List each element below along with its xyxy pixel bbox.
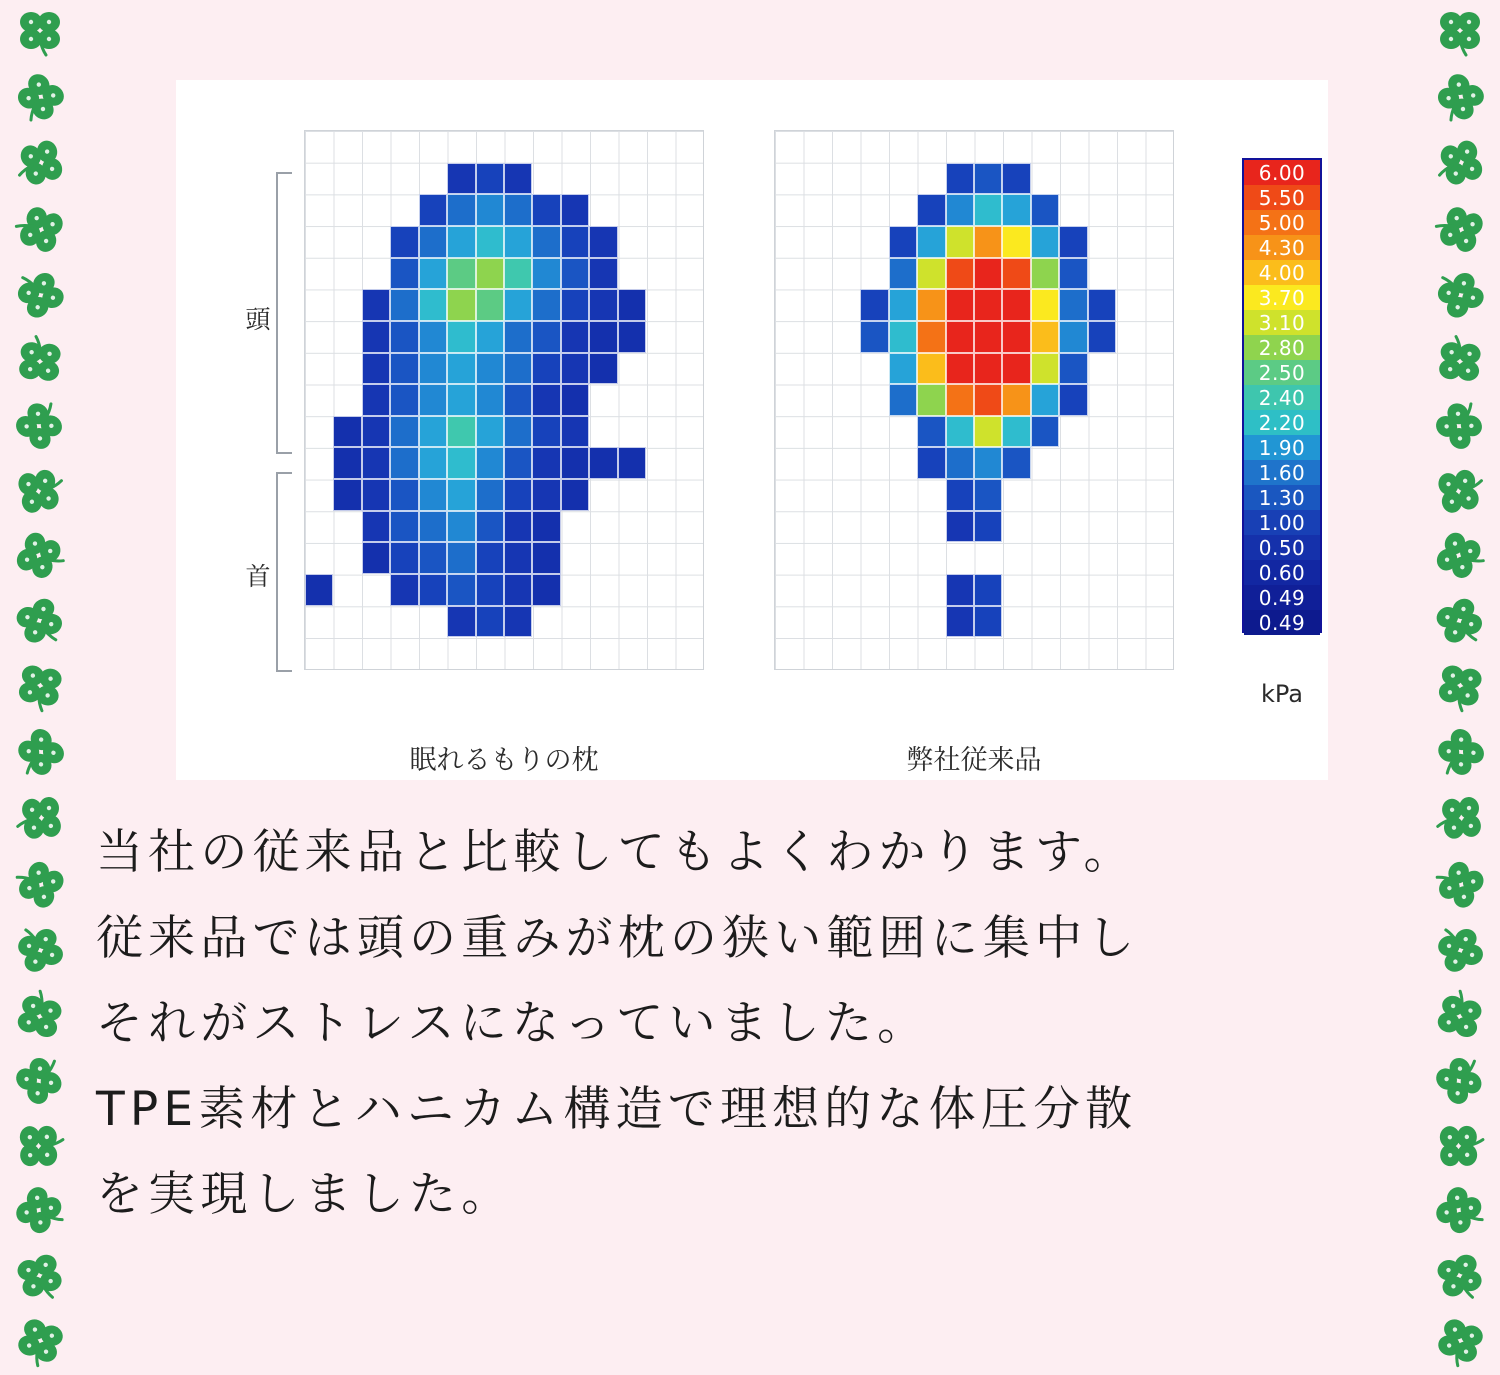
clover-icon: [1427, 1309, 1494, 1375]
colorbar-scale: [1242, 158, 1322, 633]
heatmap-cell: [419, 258, 447, 290]
heatmap-cell: [860, 289, 888, 321]
heatmap-cell: [561, 447, 589, 479]
heatmap-cell: [447, 163, 475, 195]
heatmap-cell: [1002, 321, 1030, 353]
heatmap-cell: [946, 226, 974, 258]
head-axis-label: 頭: [245, 305, 271, 334]
heatmap-cell: [589, 321, 617, 353]
clover-icon: [4, 1044, 77, 1117]
colorbar-tick: 2.50: [1244, 360, 1320, 385]
pressure-map-card: [176, 80, 1328, 780]
heatmap-cell: [917, 226, 945, 258]
clover-icon: [3, 388, 76, 461]
clover-icon: [1430, 657, 1490, 717]
heatmap-cell: [589, 289, 617, 321]
heatmap-cell: [362, 384, 390, 416]
heatmap-cell: [889, 321, 917, 353]
heatmap-cell: [889, 289, 917, 321]
clover-icon: [6, 195, 73, 262]
heatmap-cell: [917, 321, 945, 353]
clover-icon: [1424, 258, 1496, 330]
heatmap-cell: [561, 321, 589, 353]
heatmap-cell: [917, 447, 945, 479]
heatmap-cell: [974, 574, 1002, 606]
description-line: TPE素材とハニカム構造で理想的な体圧分散: [96, 1081, 1138, 1137]
description-line: を実現しました。: [96, 1167, 514, 1223]
heatmap-cell: [946, 606, 974, 638]
heatmap-cell: [1031, 258, 1059, 290]
clover-icon: [4, 61, 77, 134]
colorbar-legend: [1242, 158, 1332, 718]
heatmap-panels: [242, 130, 1306, 776]
heatmap-cell: [504, 226, 532, 258]
heatmap-cell: [532, 479, 560, 511]
clover-icon: [1425, 587, 1495, 657]
clover-icon: [5, 587, 75, 657]
clover-icon: [1431, 789, 1488, 846]
heatmap-cell: [1002, 447, 1030, 479]
heatmap-cell: [362, 479, 390, 511]
heatmap-cell: [476, 321, 504, 353]
caption-new: 眠れるもりの枕: [409, 745, 599, 776]
heatmap-cell: [946, 194, 974, 226]
heatmap-cell: [447, 194, 475, 226]
heatmap-cell: [447, 321, 475, 353]
heatmap-cell: [390, 447, 418, 479]
heatmap-cell: [447, 542, 475, 574]
colorbar-tick: 1.60: [1244, 460, 1320, 485]
heatmap-cell: [419, 289, 447, 321]
heatmap-cell: [305, 574, 333, 606]
heatmap-cell: [1031, 194, 1059, 226]
heatmap-cell: [476, 447, 504, 479]
heatmap-cell: [419, 542, 447, 574]
clover-icon: [4, 1175, 77, 1248]
clover-icon: [1426, 915, 1494, 983]
heatmap-cell: [390, 511, 418, 543]
heatmap-cell: [974, 353, 1002, 385]
colorbar-tick: 2.40: [1244, 385, 1320, 410]
heatmap-cell: [946, 353, 974, 385]
heatmap-cell: [447, 384, 475, 416]
heatmap-cell: [390, 574, 418, 606]
heatmap-cell: [946, 163, 974, 195]
heatmap-cell: [1031, 289, 1059, 321]
heatmap-cell: [504, 416, 532, 448]
heatmap-cell: [476, 542, 504, 574]
clover-icon: [1425, 521, 1495, 591]
heatmap-cell: [390, 416, 418, 448]
neck-brace: [276, 472, 292, 672]
clover-icon: [6, 915, 74, 983]
heatmap-cell: [476, 479, 504, 511]
heatmap-cell: [504, 163, 532, 195]
heatmap-cell: [419, 416, 447, 448]
heatmap-cell: [946, 479, 974, 511]
colorbar-tick: 5.00: [1244, 210, 1320, 235]
clover-icon: [1428, 131, 1492, 195]
heatmap-cell: [532, 416, 560, 448]
colorbar-tick: 1.00: [1244, 510, 1320, 535]
colorbar-tick: 1.30: [1244, 485, 1320, 510]
heatmap-cell: [390, 384, 418, 416]
heatmap-cell: [419, 353, 447, 385]
colorbar-tick: 3.70: [1244, 285, 1320, 310]
heatmap-cell: [974, 447, 1002, 479]
heatmap-cell: [504, 321, 532, 353]
clover-icon: [4, 258, 76, 330]
description-text: [96, 810, 1416, 1238]
heatmap-cell: [974, 606, 1002, 638]
clover-icon: [14, 1119, 67, 1172]
heatmap-cell: [561, 416, 589, 448]
heatmap-cell: [532, 289, 560, 321]
heatmap-panel-conventional: [774, 130, 1174, 670]
heatmap-cell: [889, 353, 917, 385]
colorbar-tick: 5.50: [1244, 185, 1320, 210]
heatmap-cell: [1088, 289, 1116, 321]
colorbar-unit-label: kPa: [1261, 680, 1303, 708]
heatmap-cell: [618, 321, 646, 353]
clover-icon: [11, 789, 68, 846]
heatmap-cell: [946, 321, 974, 353]
heatmap-cell: [1031, 321, 1059, 353]
heatmap-cell: [589, 447, 617, 479]
clover-icon: [10, 657, 70, 717]
colorbar-tick: 0.49: [1244, 610, 1320, 635]
heatmap-cell: [390, 226, 418, 258]
clover-icon: [1424, 848, 1495, 919]
heatmap-cell: [1002, 194, 1030, 226]
heatmap-cell: [504, 542, 532, 574]
heatmap-cell: [917, 194, 945, 226]
heatmap-cell: [419, 384, 447, 416]
heatmap-cell: [532, 384, 560, 416]
heatmap-cell: [362, 289, 390, 321]
heatmap-cell: [476, 353, 504, 385]
colorbar-tick: 4.00: [1244, 260, 1320, 285]
heatmap-cell: [561, 384, 589, 416]
description-line: 当社の従来品と比較してもよくわかります。: [96, 825, 1136, 880]
heatmap-cell: [974, 194, 1002, 226]
clover-icon: [10, 460, 71, 521]
heatmap-cell: [1002, 289, 1030, 321]
heatmap-cell: [362, 416, 390, 448]
heatmap-cell: [362, 353, 390, 385]
heatmap-cell: [362, 511, 390, 543]
heatmap-cell: [419, 479, 447, 511]
heatmap-cell: [504, 606, 532, 638]
heatmap-cell: [1002, 163, 1030, 195]
heatmap-cell: [860, 321, 888, 353]
colorbar-tick: 1.90: [1244, 435, 1320, 460]
heatmap-cell: [504, 353, 532, 385]
heatmap-cell: [1059, 353, 1087, 385]
heatmap-cell: [946, 258, 974, 290]
clover-icon: [1428, 983, 1492, 1047]
heatmap-cell: [362, 542, 390, 574]
heatmap-cell: [1059, 321, 1087, 353]
heatmap-cell: [476, 258, 504, 290]
heatmap-cell: [946, 289, 974, 321]
heatmap-cell: [447, 606, 475, 638]
heatmap-cell: [419, 447, 447, 479]
heatmap-cell: [532, 511, 560, 543]
clover-icon: [1432, 331, 1488, 387]
heatmap-cell: [476, 194, 504, 226]
heatmap-cell: [532, 194, 560, 226]
clover-icon: [12, 331, 68, 387]
heatmap-cell: [974, 226, 1002, 258]
heatmap-cell: [561, 289, 589, 321]
clover-icon: [1434, 1119, 1487, 1172]
heatmap-cell: [917, 416, 945, 448]
heatmap-cell: [504, 194, 532, 226]
clover-icon: [1428, 1244, 1493, 1309]
clover-icon: [1426, 195, 1493, 262]
heatmap-cells-new: [305, 131, 703, 669]
heatmap-cell: [476, 289, 504, 321]
heatmap-cell: [476, 163, 504, 195]
heatmap-cell: [1031, 416, 1059, 448]
heatmap-cell: [561, 258, 589, 290]
colorbar-tick: 0.50: [1244, 535, 1320, 560]
heatmap-cell: [1059, 226, 1087, 258]
heatmap-cell: [946, 384, 974, 416]
clover-icon: [4, 848, 75, 919]
heatmap-cell: [532, 353, 560, 385]
clover-icon: [1424, 1044, 1497, 1117]
heatmap-cell: [447, 479, 475, 511]
heatmap-panel-new: [304, 130, 704, 670]
colorbar-tick: 4.30: [1244, 235, 1320, 260]
heatmap-cell: [532, 226, 560, 258]
neck-axis-label: 首: [245, 562, 271, 591]
description-line: それがストレスになっていました。: [96, 996, 930, 1052]
heatmap-cell: [946, 574, 974, 606]
heatmap-cell: [1059, 289, 1087, 321]
heatmap-cell: [946, 416, 974, 448]
heatmap-cell: [974, 384, 1002, 416]
heatmap-cell: [618, 447, 646, 479]
heatmap-cell: [447, 447, 475, 479]
clover-icon: [1434, 6, 1486, 58]
heatmap-cell: [974, 321, 1002, 353]
heatmap-cell: [504, 447, 532, 479]
heatmap-cell: [447, 289, 475, 321]
heatmap-cell: [974, 416, 1002, 448]
heatmap-cell: [504, 479, 532, 511]
clover-border-left: [0, 0, 80, 1374]
heatmap-cell: [447, 511, 475, 543]
heatmap-cell: [419, 226, 447, 258]
heatmap-cell: [476, 226, 504, 258]
heatmap-cell: [447, 353, 475, 385]
clover-icon: [1430, 460, 1491, 521]
body-region-axis: [242, 172, 302, 672]
clover-icon: [1424, 1175, 1497, 1248]
heatmap-cell: [1002, 226, 1030, 258]
heatmap-cell: [946, 511, 974, 543]
heatmap-cell: [1059, 258, 1087, 290]
heatmap-cell: [419, 194, 447, 226]
clover-icon: [8, 983, 72, 1047]
heatmap-cell: [390, 258, 418, 290]
heatmap-cell: [504, 289, 532, 321]
clover-icon: [5, 521, 75, 591]
clover-icon: [8, 1244, 73, 1309]
description-line: 従来品では頭の重みが枕の狭い範囲に集中し: [96, 910, 1140, 966]
clover-icon: [3, 716, 76, 789]
heatmap-cell: [532, 574, 560, 606]
heatmap-cell: [1031, 384, 1059, 416]
heatmap-cell: [946, 447, 974, 479]
heatmap-cell: [390, 321, 418, 353]
heatmap-cell: [532, 321, 560, 353]
colorbar-tick: 0.60: [1244, 560, 1320, 585]
heatmap-cell: [390, 353, 418, 385]
heatmap-cell: [476, 416, 504, 448]
heatmap-cell: [974, 258, 1002, 290]
heatmap-cell: [504, 258, 532, 290]
clover-icon: [8, 131, 72, 195]
heatmap-cell: [333, 479, 361, 511]
heatmap-cell: [504, 511, 532, 543]
heatmap-cell: [1031, 353, 1059, 385]
heatmap-cell: [618, 289, 646, 321]
heatmap-cell: [532, 258, 560, 290]
colorbar-tick: 2.80: [1244, 335, 1320, 360]
heatmap-cell: [333, 447, 361, 479]
heatmap-cell: [532, 447, 560, 479]
heatmap-cell: [390, 289, 418, 321]
heatmap-cell: [917, 384, 945, 416]
colorbar-tick: 2.20: [1244, 410, 1320, 435]
heatmap-cell: [447, 226, 475, 258]
heatmap-cell: [447, 258, 475, 290]
heatmap-cell: [476, 574, 504, 606]
colorbar-tick: 6.00: [1244, 160, 1320, 185]
heatmap-cell: [589, 226, 617, 258]
heatmap-cell: [561, 479, 589, 511]
heatmap-cell: [362, 447, 390, 479]
clover-icon: [7, 1309, 74, 1375]
heatmap-cell: [1002, 384, 1030, 416]
heatmap-cell: [1031, 226, 1059, 258]
heatmap-cell: [333, 416, 361, 448]
heatmap-cell: [917, 353, 945, 385]
heatmap-cell: [476, 384, 504, 416]
heatmap-cell: [974, 163, 1002, 195]
heatmap-cell: [917, 258, 945, 290]
heatmap-cell: [476, 511, 504, 543]
heatmap-cell: [561, 194, 589, 226]
heatmap-cell: [390, 542, 418, 574]
heatmap-cell: [589, 258, 617, 290]
heatmap-cell: [974, 479, 1002, 511]
heatmap-cell: [476, 606, 504, 638]
heatmap-cell: [419, 511, 447, 543]
heatmap-cell: [419, 574, 447, 606]
heatmap-cell: [974, 289, 1002, 321]
clover-icon: [1423, 388, 1496, 461]
heatmap-cell: [1002, 416, 1030, 448]
heatmap-cell: [889, 226, 917, 258]
heatmap-cell: [504, 574, 532, 606]
heatmap-cell: [1002, 258, 1030, 290]
heatmap-cell: [974, 511, 1002, 543]
heatmap-cell: [561, 226, 589, 258]
colorbar-tick: 3.10: [1244, 310, 1320, 335]
heatmap-cell: [419, 321, 447, 353]
caption-conventional: 弊社従来品: [906, 745, 1042, 776]
heatmap-cell: [362, 321, 390, 353]
heatmap-cell: [504, 384, 532, 416]
heatmap-cells-conventional: [775, 131, 1173, 669]
clover-border-right: [1420, 0, 1500, 1374]
heatmap-cell: [1059, 384, 1087, 416]
colorbar-tick: 0.49: [1244, 585, 1320, 610]
heatmap-cell: [561, 353, 589, 385]
heatmap-cell: [532, 542, 560, 574]
heatmap-cell: [390, 479, 418, 511]
head-brace: [276, 172, 292, 454]
clover-icon: [1424, 61, 1497, 134]
heatmap-cell: [447, 416, 475, 448]
heatmap-cell: [589, 353, 617, 385]
heatmap-cell: [1088, 321, 1116, 353]
heatmap-cell: [889, 258, 917, 290]
heatmap-cell: [447, 574, 475, 606]
heatmap-cell: [917, 289, 945, 321]
clover-icon: [14, 6, 66, 58]
clover-icon: [1423, 716, 1496, 789]
heatmap-cell: [1002, 353, 1030, 385]
heatmap-cell: [889, 384, 917, 416]
